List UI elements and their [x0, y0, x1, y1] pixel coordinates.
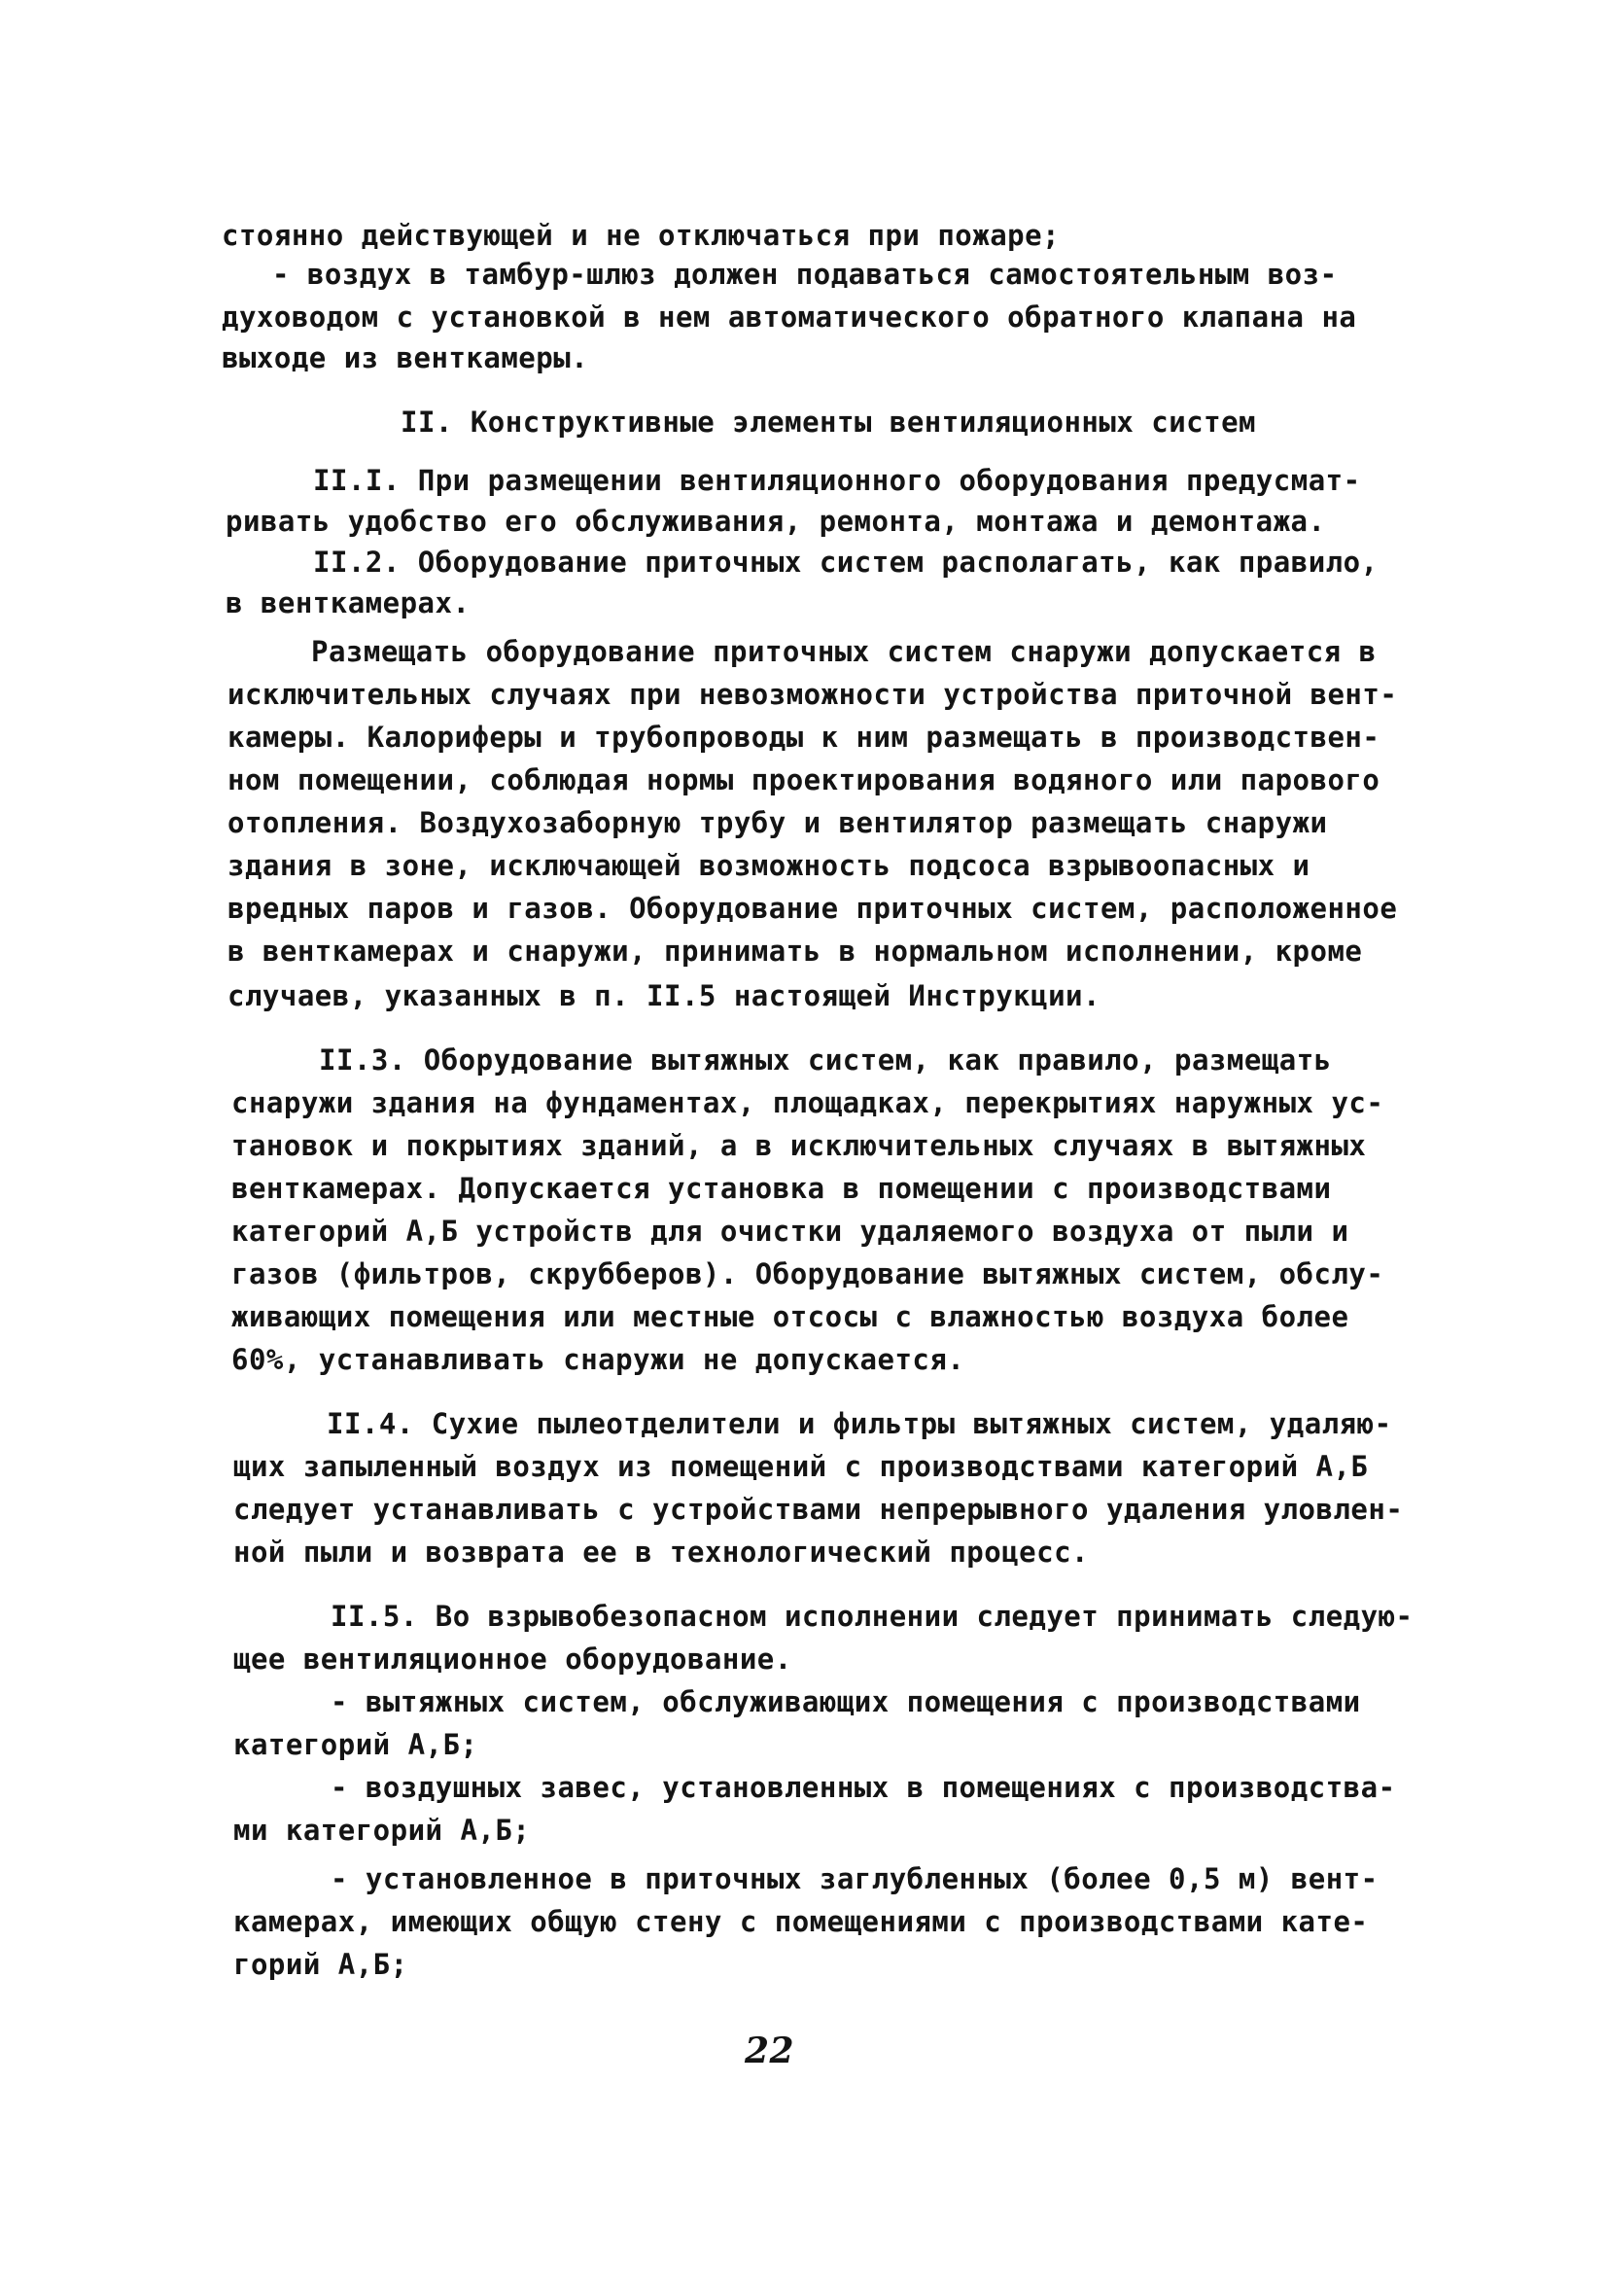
text-line: тановок и покрытиях зданий, а в исключительных случаях в вытяжных — [231, 1129, 1367, 1162]
text-line: отопления. Воздухозаборную трубу и вентилятор размещать снаружи — [227, 806, 1328, 839]
text-line: камеры. Калориферы и трубопроводы к ним размещать в производствен- — [227, 721, 1380, 754]
text-line: ном помещении, соблюдая нормы проектирования водяного или парового — [227, 763, 1380, 796]
text-line: II.I. При размещении вентиляционного оборудования предусмат- — [313, 464, 1361, 497]
text-line: живающих помещения или местные отсосы с влажностью воздуха более — [231, 1300, 1349, 1333]
text-line: духоводом с установкой в нем автоматического обратного клапана на — [222, 300, 1357, 334]
text-line: ми категорий А,Б; — [233, 1814, 531, 1847]
text-line: исключительных случаях при невозможности устройства приточной вент- — [227, 678, 1398, 711]
text-line: - вытяжных систем, обслуживающих помещения с производствами — [331, 1685, 1361, 1718]
text-line: - установленное в приточных заглубленных (более 0,5 м) вент- — [331, 1862, 1379, 1895]
text-line: II.4. Сухие пылеотделители и фильтры вытяжных систем, удаляю- — [327, 1407, 1392, 1440]
text-line: венткамерах. Допускается установка в помещении с производствами — [231, 1172, 1332, 1205]
text-line: ной пыли и возврата ее в технологический процесс. — [233, 1536, 1090, 1569]
text-line: выходе из венткамеры. — [222, 341, 589, 374]
text-line: II.5. Во взрывобезопасном исполнении следует принимать следую- — [331, 1600, 1414, 1633]
text-line: следует устанавливать с устройствами непрерывного удаления уловлен- — [233, 1493, 1404, 1526]
text-line: камерах, имеющих общую стену с помещениями с производствами кате- — [233, 1905, 1369, 1938]
text-line: газов (фильтров, скрубберов). Оборудование вытяжных систем, обслу- — [231, 1257, 1384, 1290]
text-line: в венткамерах и снаружи, принимать в нормальном исполнении, кроме — [227, 935, 1363, 968]
text-line: - воздух в тамбур-шлюз должен подаваться самостоятельным воз- — [272, 258, 1338, 291]
text-line: - воздушных завес, установленных в помещениях с производства- — [331, 1771, 1396, 1804]
text-line: категорий А,Б; — [233, 1728, 478, 1761]
text-line: щее вентиляционное оборудование. — [233, 1643, 792, 1676]
text-line: снаружи здания на фундаментах, площадках, перекрытиях наружных ус- — [231, 1086, 1384, 1119]
text-line: ривать удобство его обслуживания, ремонта, монтажа и демонтажа. — [226, 505, 1326, 538]
text-line: II.2. Оборудование приточных систем располагать, как правило, — [313, 546, 1379, 579]
text-line: здания в зоне, исключающей возможность подсоса взрывоопасных и — [227, 849, 1310, 882]
section-heading: II. Конструктивные элементы вентиляционных систем — [401, 406, 1257, 439]
text-line: стоянно действующей и не отключаться при пожаре; — [222, 219, 1061, 252]
text-line: щих запыленный воздух из помещений с производствами категорий А,Б — [233, 1450, 1369, 1483]
text-line: 60%, устанавливать снаружи не допускается. — [231, 1343, 965, 1376]
text-line: вредных паров и газов. Оборудование приточных систем, расположенное — [227, 892, 1398, 925]
text-line: категорий А,Б устройств для очистки удаляемого воздуха от пыли и — [231, 1215, 1349, 1248]
text-line: Размещать оборудование приточных систем снаружи допускается в — [311, 635, 1377, 668]
text-line: случаев, указанных в п. II.5 настоящей Инструкции. — [227, 979, 1100, 1012]
page-number: 22 — [745, 2031, 795, 2071]
text-line: II.3. Оборудование вытяжных систем, как правило, размещать — [319, 1043, 1332, 1077]
text-line: в венткамерах. — [226, 586, 471, 619]
text-line: горий А,Б; — [233, 1948, 408, 1981]
